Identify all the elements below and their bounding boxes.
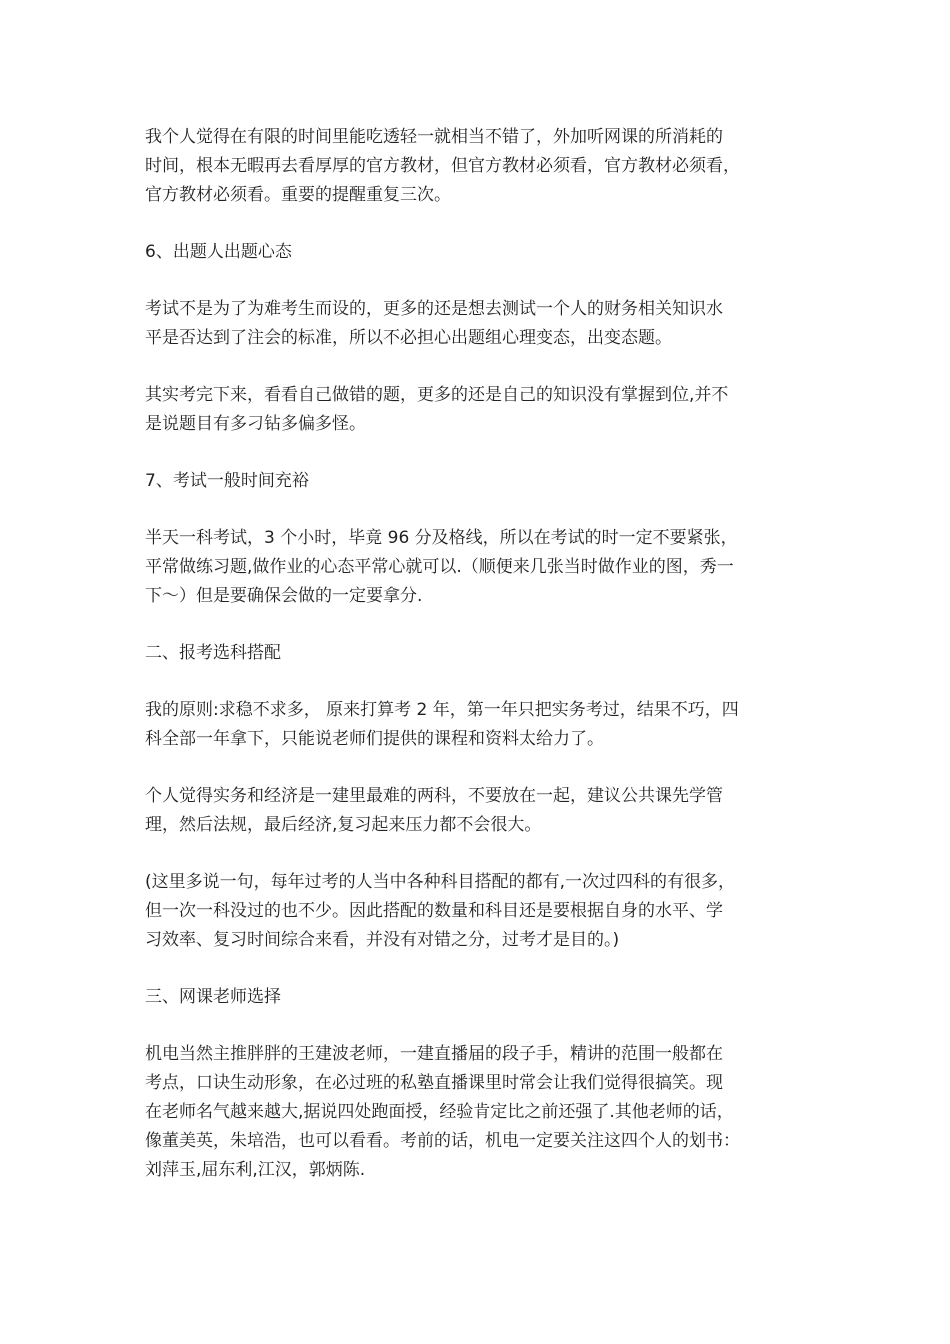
text-line: 我的原则:求稳不求多， 原来打算考 2 年，第一年只把实务考过，结果不巧，四	[145, 700, 739, 720]
text-line: 像董美英，朱培浩，也可以看看。考前的话，机电一定要关注这四个人的划书：	[145, 1131, 740, 1151]
paragraph	[145, 123, 810, 210]
text-line: 考点，口诀生动形象，在必过班的私塾直播课里时常会让我们觉得很搞笑。现	[145, 1073, 723, 1093]
document-body	[145, 123, 810, 1213]
text-line: 机电当然主推胖胖的王建波老师，一建直播届的段子手，精讲的范围一般都在	[145, 1044, 723, 1064]
text-line: 平是否达到了注会的标准，所以不必担心出题组心理变态，出变态题。	[145, 328, 672, 348]
text-line: 半天一科考试，3 个小时，毕竟 96 分及格线，所以在考试的时一定不要紧张，	[145, 528, 738, 548]
paragraph	[145, 782, 810, 840]
text-line: 下～）但是要确保会做的一定要拿分.	[145, 586, 423, 606]
text-line: 习效率、复习时间综合来看，并没有对错之分，过考才是目的。)	[145, 930, 620, 950]
text-line: 在老师名气越来越大,据说四处跑面授，经验肯定比之前还强了.其他老师的话，	[145, 1102, 734, 1122]
paragraph	[145, 524, 810, 611]
paragraph	[145, 295, 810, 353]
section-heading: 二、报考选科搭配	[145, 643, 281, 663]
text-line: 是说题目有多刁钻多偏多怪。	[145, 414, 366, 434]
text-line: 其实考完下来，看看自己做错的题，更多的还是自己的知识没有掌握到位,并不	[145, 385, 729, 405]
text-line: 科全部一年拿下，只能说老师们提供的课程和资料太给力了。	[145, 729, 604, 749]
text-line: 刘萍玉,屈东利,江汉，郭炳陈.	[145, 1160, 366, 1180]
text-line: 我个人觉得在有限的时间里能吃透轻一就相当不错了，外加听网课的所消耗的	[145, 127, 723, 147]
text-line: 平常做练习题,做作业的心态平常心就可以.（顺便来几张当时做作业的图，秀一	[145, 557, 734, 577]
text-line: (这里多说一句，每年过考的人当中各种科目搭配的都有,一次过四科的有很多，	[145, 872, 736, 892]
text-line: 考试不是为了为难考生而设的，更多的还是想去测试一个人的财务相关知识水	[145, 299, 723, 319]
text-line: 但一次一科没过的也不少。因此搭配的数量和科目还是要根据自身的水平、学	[145, 901, 723, 921]
section-heading: 三、网课老师选择	[145, 987, 281, 1007]
paragraph	[145, 381, 810, 439]
text-line: 时间，根本无暇再去看厚厚的官方教材，但官方教材必须看，官方教材必须看，	[145, 156, 740, 176]
paragraph	[145, 696, 810, 754]
text-line: 官方教材必须看。重要的提醒重复三次。	[145, 185, 451, 205]
paragraph	[145, 868, 810, 955]
section-heading: 6、出题人出题心态	[145, 242, 292, 262]
text-line: 个人觉得实务和经济是一建里最难的两科，不要放在一起，建议公共课先学管	[145, 786, 723, 806]
paragraph	[145, 1040, 810, 1185]
section-heading: 7、考试一般时间充裕	[145, 471, 309, 491]
text-line: 理，然后法规，最后经济,复习起来压力都不会很大。	[145, 815, 542, 835]
